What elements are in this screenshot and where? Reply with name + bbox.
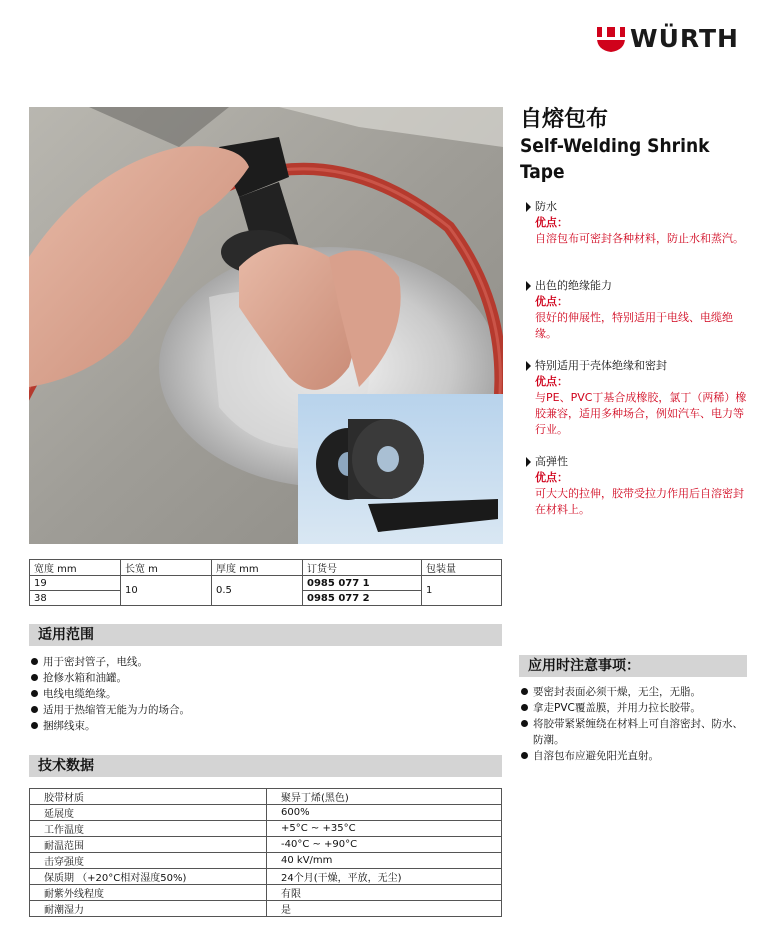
feature-label: 优点： — [535, 375, 568, 388]
feature-heading: 防水 — [526, 199, 748, 215]
spec-order-number: 0985 077 1 — [303, 576, 422, 591]
tech-key: 胶带材质 — [30, 789, 267, 805]
spec-header-thickness: 厚度 mm — [212, 560, 303, 576]
spec-header-row — [30, 560, 502, 576]
wurth-logo — [596, 22, 748, 56]
spec-pack: 1 — [422, 576, 502, 606]
feature-label: 优点： — [535, 471, 568, 484]
tech-value: 有限 — [267, 885, 502, 901]
spec-header-width: 宽度 mm — [30, 560, 121, 576]
list-item: 捆绑线束。 — [29, 718, 499, 734]
notes-list — [519, 684, 747, 764]
feature-block — [526, 199, 748, 247]
list-item: 抢修水箱和油罐。 — [29, 670, 499, 686]
spec-table — [29, 559, 502, 606]
feature-text: 自溶包布可密封各种材料，防止水和蒸汽。 — [535, 232, 744, 245]
feature-text: 与PE、PVC丁基合成橡胶，氯丁（两稀）橡胶兼容，适用多种场合，例如汽车、电力等行业。 — [535, 391, 747, 436]
tech-value: 40 kV/mm — [267, 853, 502, 869]
tech-value: 聚异丁烯(黑色) — [267, 789, 502, 805]
tech-value: -40°C ~ +90°C — [267, 837, 502, 853]
tape-rolls-photo — [298, 394, 503, 544]
wurth-logo-icon — [596, 24, 626, 54]
table-row — [30, 885, 502, 901]
scope-list — [29, 654, 499, 734]
tech-table — [29, 788, 502, 917]
spec-thickness: 0.5 — [212, 576, 303, 606]
feature-heading: 特别适用于壳体绝缘和密封 — [526, 358, 748, 374]
list-item: 将胶带紧紧缠绕在材料上可自溶密封、防水、防潮。 — [519, 716, 747, 748]
feature-block — [526, 358, 748, 438]
spec-length: 10 — [121, 576, 212, 606]
spec-header-pack: 包装量 — [422, 560, 502, 576]
feature-heading: 出色的绝缘能力 — [526, 278, 748, 294]
table-row — [30, 789, 502, 805]
list-item: 电线电缆绝缘。 — [29, 686, 499, 702]
feature-block — [526, 278, 748, 342]
product-title-en: Self-Welding Shrink Tape — [520, 135, 710, 183]
notes-heading: 应用时注意事项： — [519, 655, 747, 677]
table-row — [30, 837, 502, 853]
feature-block — [526, 454, 748, 518]
table-row — [30, 576, 502, 591]
scope-heading: 适用范围 — [29, 624, 502, 646]
feature-text: 可大大的拉伸，胶带受拉力作用后自溶密封在材料上。 — [535, 487, 744, 516]
feature-text: 很好的伸展性，特别适用于电线、电缆绝缘。 — [535, 311, 733, 340]
spec-order-number: 0985 077 2 — [303, 591, 422, 606]
feature-label: 优点： — [535, 295, 568, 308]
tech-value: 600% — [267, 805, 502, 821]
list-item: 适用于热缩管无能为力的场合。 — [29, 702, 499, 718]
spec-width: 19 — [30, 576, 121, 591]
list-item: 要密封表面必须干燥，无尘，无脂。 — [519, 684, 747, 700]
list-item: 自溶包布应避免阳光直射。 — [519, 748, 747, 764]
tech-key: 耐温范围 — [30, 837, 267, 853]
tech-value: 24个月(干燥，平放，无尘) — [267, 869, 502, 885]
table-row — [30, 901, 502, 917]
tech-key: 击穿强度 — [30, 853, 267, 869]
spec-header-length: 长宽 m — [121, 560, 212, 576]
table-row — [30, 805, 502, 821]
table-row — [30, 869, 502, 885]
tech-key: 耐潮湿力 — [30, 901, 267, 917]
tech-heading: 技术数据 — [29, 755, 502, 777]
spec-header-order: 订货号 — [303, 560, 422, 576]
table-row — [30, 821, 502, 837]
brand-name: WÜRTH — [630, 24, 739, 53]
list-item: 拿走PVC覆盖膜，并用力拉长胶带。 — [519, 700, 747, 716]
tech-key: 保质期 （+20°C相对湿度50%) — [30, 869, 267, 885]
tech-key: 延展度 — [30, 805, 267, 821]
tech-key: 工作温度 — [30, 821, 267, 837]
tech-value: 是 — [267, 901, 502, 917]
product-title-cn: 自熔包布 — [520, 107, 609, 132]
list-item: 用于密封管子，电线。 — [29, 654, 499, 670]
tech-value: +5°C ~ +35°C — [267, 821, 502, 837]
spec-width: 38 — [30, 591, 121, 606]
feature-label: 优点： — [535, 216, 568, 229]
feature-heading: 高弹性 — [526, 454, 748, 470]
tech-key: 耐紫外线程度 — [30, 885, 267, 901]
table-row — [30, 853, 502, 869]
